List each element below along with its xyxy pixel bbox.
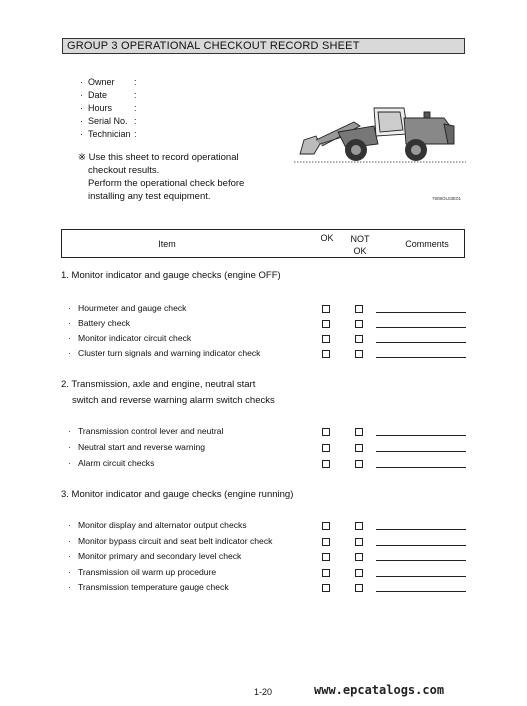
checklist-row: · Transmission oil warm up procedure	[68, 565, 468, 579]
checklist-row: · Transmission control lever and neutral	[68, 424, 468, 438]
not-ok-checkbox[interactable]	[355, 320, 363, 328]
not-ok-checkbox[interactable]	[355, 350, 363, 358]
row-label: Hourmeter and gauge check	[78, 303, 187, 313]
comments-line[interactable]	[376, 467, 466, 468]
comments-line[interactable]	[376, 545, 466, 546]
field-owner: · Owner :	[80, 77, 137, 87]
field-label: Date	[88, 90, 108, 100]
section-title: 2. Transmission, axle and engine, neutral start switch and reverse warning alarm switch checks	[61, 379, 275, 406]
row-label: Neutral start and reverse warning	[78, 442, 206, 452]
checklist-row: · Monitor indicator circuit check	[68, 331, 468, 345]
not-ok-checkbox[interactable]	[355, 538, 363, 546]
checklist-row: · Monitor display and alternator output checks	[68, 518, 468, 532]
row-label: Monitor primary and secondary level check	[78, 551, 242, 561]
table-header	[61, 229, 465, 258]
field-hours: · Hours :	[80, 103, 137, 113]
page-header	[62, 38, 465, 54]
note-mark: ※	[78, 152, 86, 163]
checklist-row: · Monitor bypass circuit and seat belt indicator check	[68, 534, 468, 548]
page-number: 1-20	[254, 687, 273, 697]
ok-checkbox[interactable]	[322, 320, 330, 328]
row-label: Monitor indicator circuit check	[78, 333, 192, 343]
ok-checkbox[interactable]	[322, 335, 330, 343]
row-label: Transmission temperature gauge check	[78, 582, 229, 592]
field-serial-no: · Serial No. :	[80, 116, 137, 126]
comments-line[interactable]	[376, 451, 466, 452]
not-ok-checkbox[interactable]	[355, 522, 363, 530]
not-ok-checkbox[interactable]	[355, 460, 363, 468]
watermark: www.epcatalogs.com	[314, 683, 445, 697]
comments-line[interactable]	[376, 576, 466, 577]
row-label: Cluster turn signals and warning indicator check	[78, 348, 261, 358]
row-label: Monitor bypass circuit and seat belt indicator check	[78, 536, 273, 546]
ok-checkbox[interactable]	[322, 538, 330, 546]
row-label: Battery check	[78, 318, 131, 328]
comments-line[interactable]	[376, 357, 466, 358]
ok-checkbox[interactable]	[322, 428, 330, 436]
field-date: · Date :	[80, 90, 137, 100]
not-ok-checkbox[interactable]	[355, 444, 363, 452]
checklist-row: · Neutral start and reverse warning	[68, 440, 468, 454]
row-label: Alarm circuit checks	[78, 458, 155, 468]
checklist-row: · Cluster turn signals and warning indicator check	[68, 346, 468, 360]
not-ok-checkbox[interactable]	[355, 553, 363, 561]
section-title: 1. Monitor indicator and gauge checks (engine OFF)	[61, 270, 281, 281]
figure-caption: 7908OL03E01	[432, 196, 462, 201]
comments-line[interactable]	[376, 529, 466, 530]
checklist-row: · Monitor primary and secondary level check	[68, 549, 468, 563]
comments-line[interactable]	[376, 312, 466, 313]
comments-line[interactable]	[376, 327, 466, 328]
row-label: Monitor display and alternator output checks	[78, 520, 247, 530]
field-label: Hours	[88, 103, 113, 113]
not-ok-checkbox[interactable]	[355, 305, 363, 313]
field-label: Serial No.	[88, 116, 128, 126]
ok-checkbox[interactable]	[322, 444, 330, 452]
ok-checkbox[interactable]	[322, 305, 330, 313]
ok-checkbox[interactable]	[322, 569, 330, 577]
checklist-row: · Battery check	[68, 316, 468, 330]
checklist-row: · Alarm circuit checks	[68, 456, 468, 470]
not-ok-checkbox[interactable]	[355, 584, 363, 592]
field-technician: · Technician :	[80, 129, 137, 139]
ok-checkbox[interactable]	[322, 584, 330, 592]
comments-line[interactable]	[376, 342, 466, 343]
ok-checkbox[interactable]	[322, 460, 330, 468]
field-label: Owner	[88, 77, 115, 87]
instruction-note: ※ Use this sheet to record operational checkout results. Perform the operational check before installing any test equipment.	[78, 152, 245, 202]
row-label: Transmission control lever and neutral	[78, 426, 224, 436]
col-not-ok: NOT OK	[350, 234, 370, 256]
not-ok-checkbox[interactable]	[355, 335, 363, 343]
field-label: Technician	[88, 129, 131, 139]
comments-line[interactable]	[376, 591, 466, 592]
row-label: Transmission oil warm up procedure	[78, 567, 217, 577]
section-title: 3. Monitor indicator and gauge checks (engine running)	[61, 489, 294, 500]
comments-line[interactable]	[376, 435, 466, 436]
ok-checkbox[interactable]	[322, 553, 330, 561]
not-ok-checkbox[interactable]	[355, 569, 363, 577]
col-comments: Comments	[405, 239, 449, 249]
col-ok: OK	[320, 233, 334, 243]
wheel-loader-illustration	[294, 104, 466, 164]
ok-checkbox[interactable]	[322, 522, 330, 530]
checklist-row: · Transmission temperature gauge check	[68, 580, 468, 594]
header-title: GROUP 3 OPERATIONAL CHECKOUT RECORD SHEET	[67, 40, 360, 52]
not-ok-checkbox[interactable]	[355, 428, 363, 436]
checklist-row: · Hourmeter and gauge check	[68, 301, 468, 315]
ok-checkbox[interactable]	[322, 350, 330, 358]
col-item: Item	[158, 239, 176, 249]
comments-line[interactable]	[376, 560, 466, 561]
